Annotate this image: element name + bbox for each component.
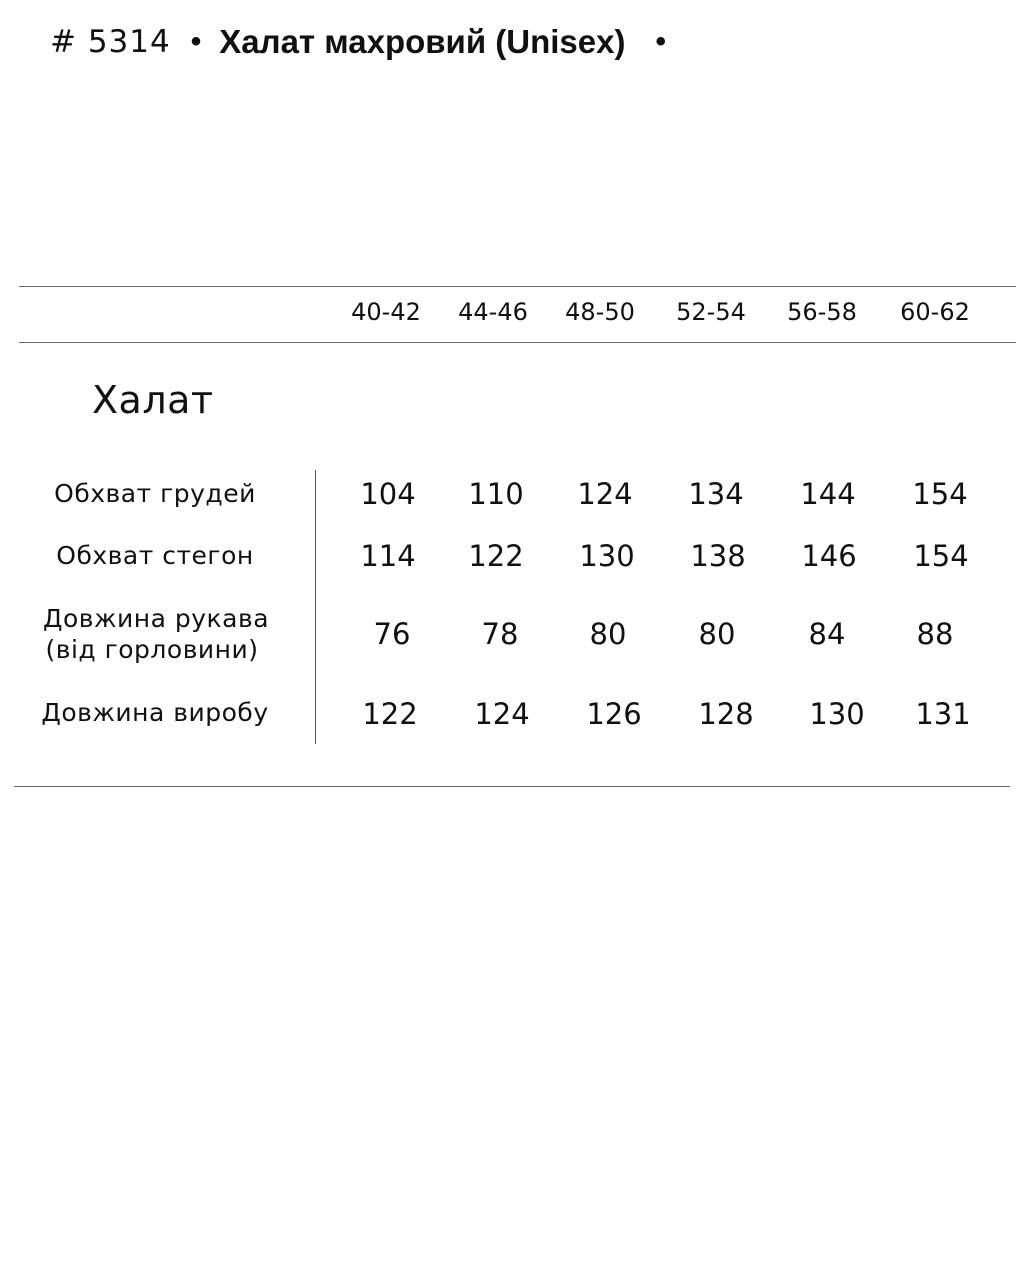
value-sleeve-1: 76 xyxy=(373,617,411,651)
product-code: # 5314 xyxy=(50,24,171,60)
label-divider xyxy=(315,470,316,744)
value-hips-1: 114 xyxy=(360,539,416,573)
value-chest-5: 144 xyxy=(800,477,856,511)
value-chest-3: 124 xyxy=(577,477,633,511)
value-hips-6: 154 xyxy=(913,539,969,573)
value-sleeve-3: 80 xyxy=(589,617,627,651)
row-label-chest: Обхват грудей xyxy=(54,479,256,508)
value-hips-2: 122 xyxy=(468,539,524,573)
value-hips-3: 130 xyxy=(579,539,635,573)
row-label-length: Довжина виробу xyxy=(41,698,269,727)
bullet-separator-trailing: • xyxy=(655,25,666,58)
size-header-2: 44-46 xyxy=(458,298,528,326)
size-header-5: 56-58 xyxy=(787,298,857,326)
section-title: Халат xyxy=(92,378,214,422)
row-label-sleeve: Довжина рукава xyxy=(42,604,270,633)
value-hips-5: 146 xyxy=(801,539,857,573)
size-header-1: 40-42 xyxy=(351,298,421,326)
value-length-2: 124 xyxy=(474,697,530,731)
value-sleeve-5: 84 xyxy=(808,617,846,651)
value-chest-6: 154 xyxy=(912,477,968,511)
table-bottom-rule xyxy=(14,786,1010,787)
value-chest-2: 110 xyxy=(468,477,524,511)
value-sleeve-2: 78 xyxy=(481,617,519,651)
bullet-separator: • xyxy=(190,25,202,58)
size-header-6: 60-62 xyxy=(900,298,970,326)
header xyxy=(50,18,666,66)
value-hips-4: 138 xyxy=(690,539,746,573)
value-chest-4: 134 xyxy=(688,477,744,511)
table-top-rule xyxy=(19,286,1016,287)
size-header-4: 52-54 xyxy=(676,298,746,326)
value-sleeve-6: 88 xyxy=(916,617,954,651)
value-chest-1: 104 xyxy=(360,477,416,511)
row-label-sleeve-note: (від горловини) xyxy=(45,635,259,664)
value-length-6: 131 xyxy=(915,697,971,731)
value-length-5: 130 xyxy=(809,697,865,731)
table-header-rule xyxy=(19,342,1016,343)
value-length-4: 128 xyxy=(698,697,754,731)
size-header-3: 48-50 xyxy=(565,298,635,326)
value-length-3: 126 xyxy=(586,697,642,731)
product-title: Халат махровий (Unisex) xyxy=(219,23,626,60)
value-sleeve-4: 80 xyxy=(698,617,736,651)
row-label-hips: Обхват стегон xyxy=(56,541,254,570)
value-length-1: 122 xyxy=(362,697,418,731)
